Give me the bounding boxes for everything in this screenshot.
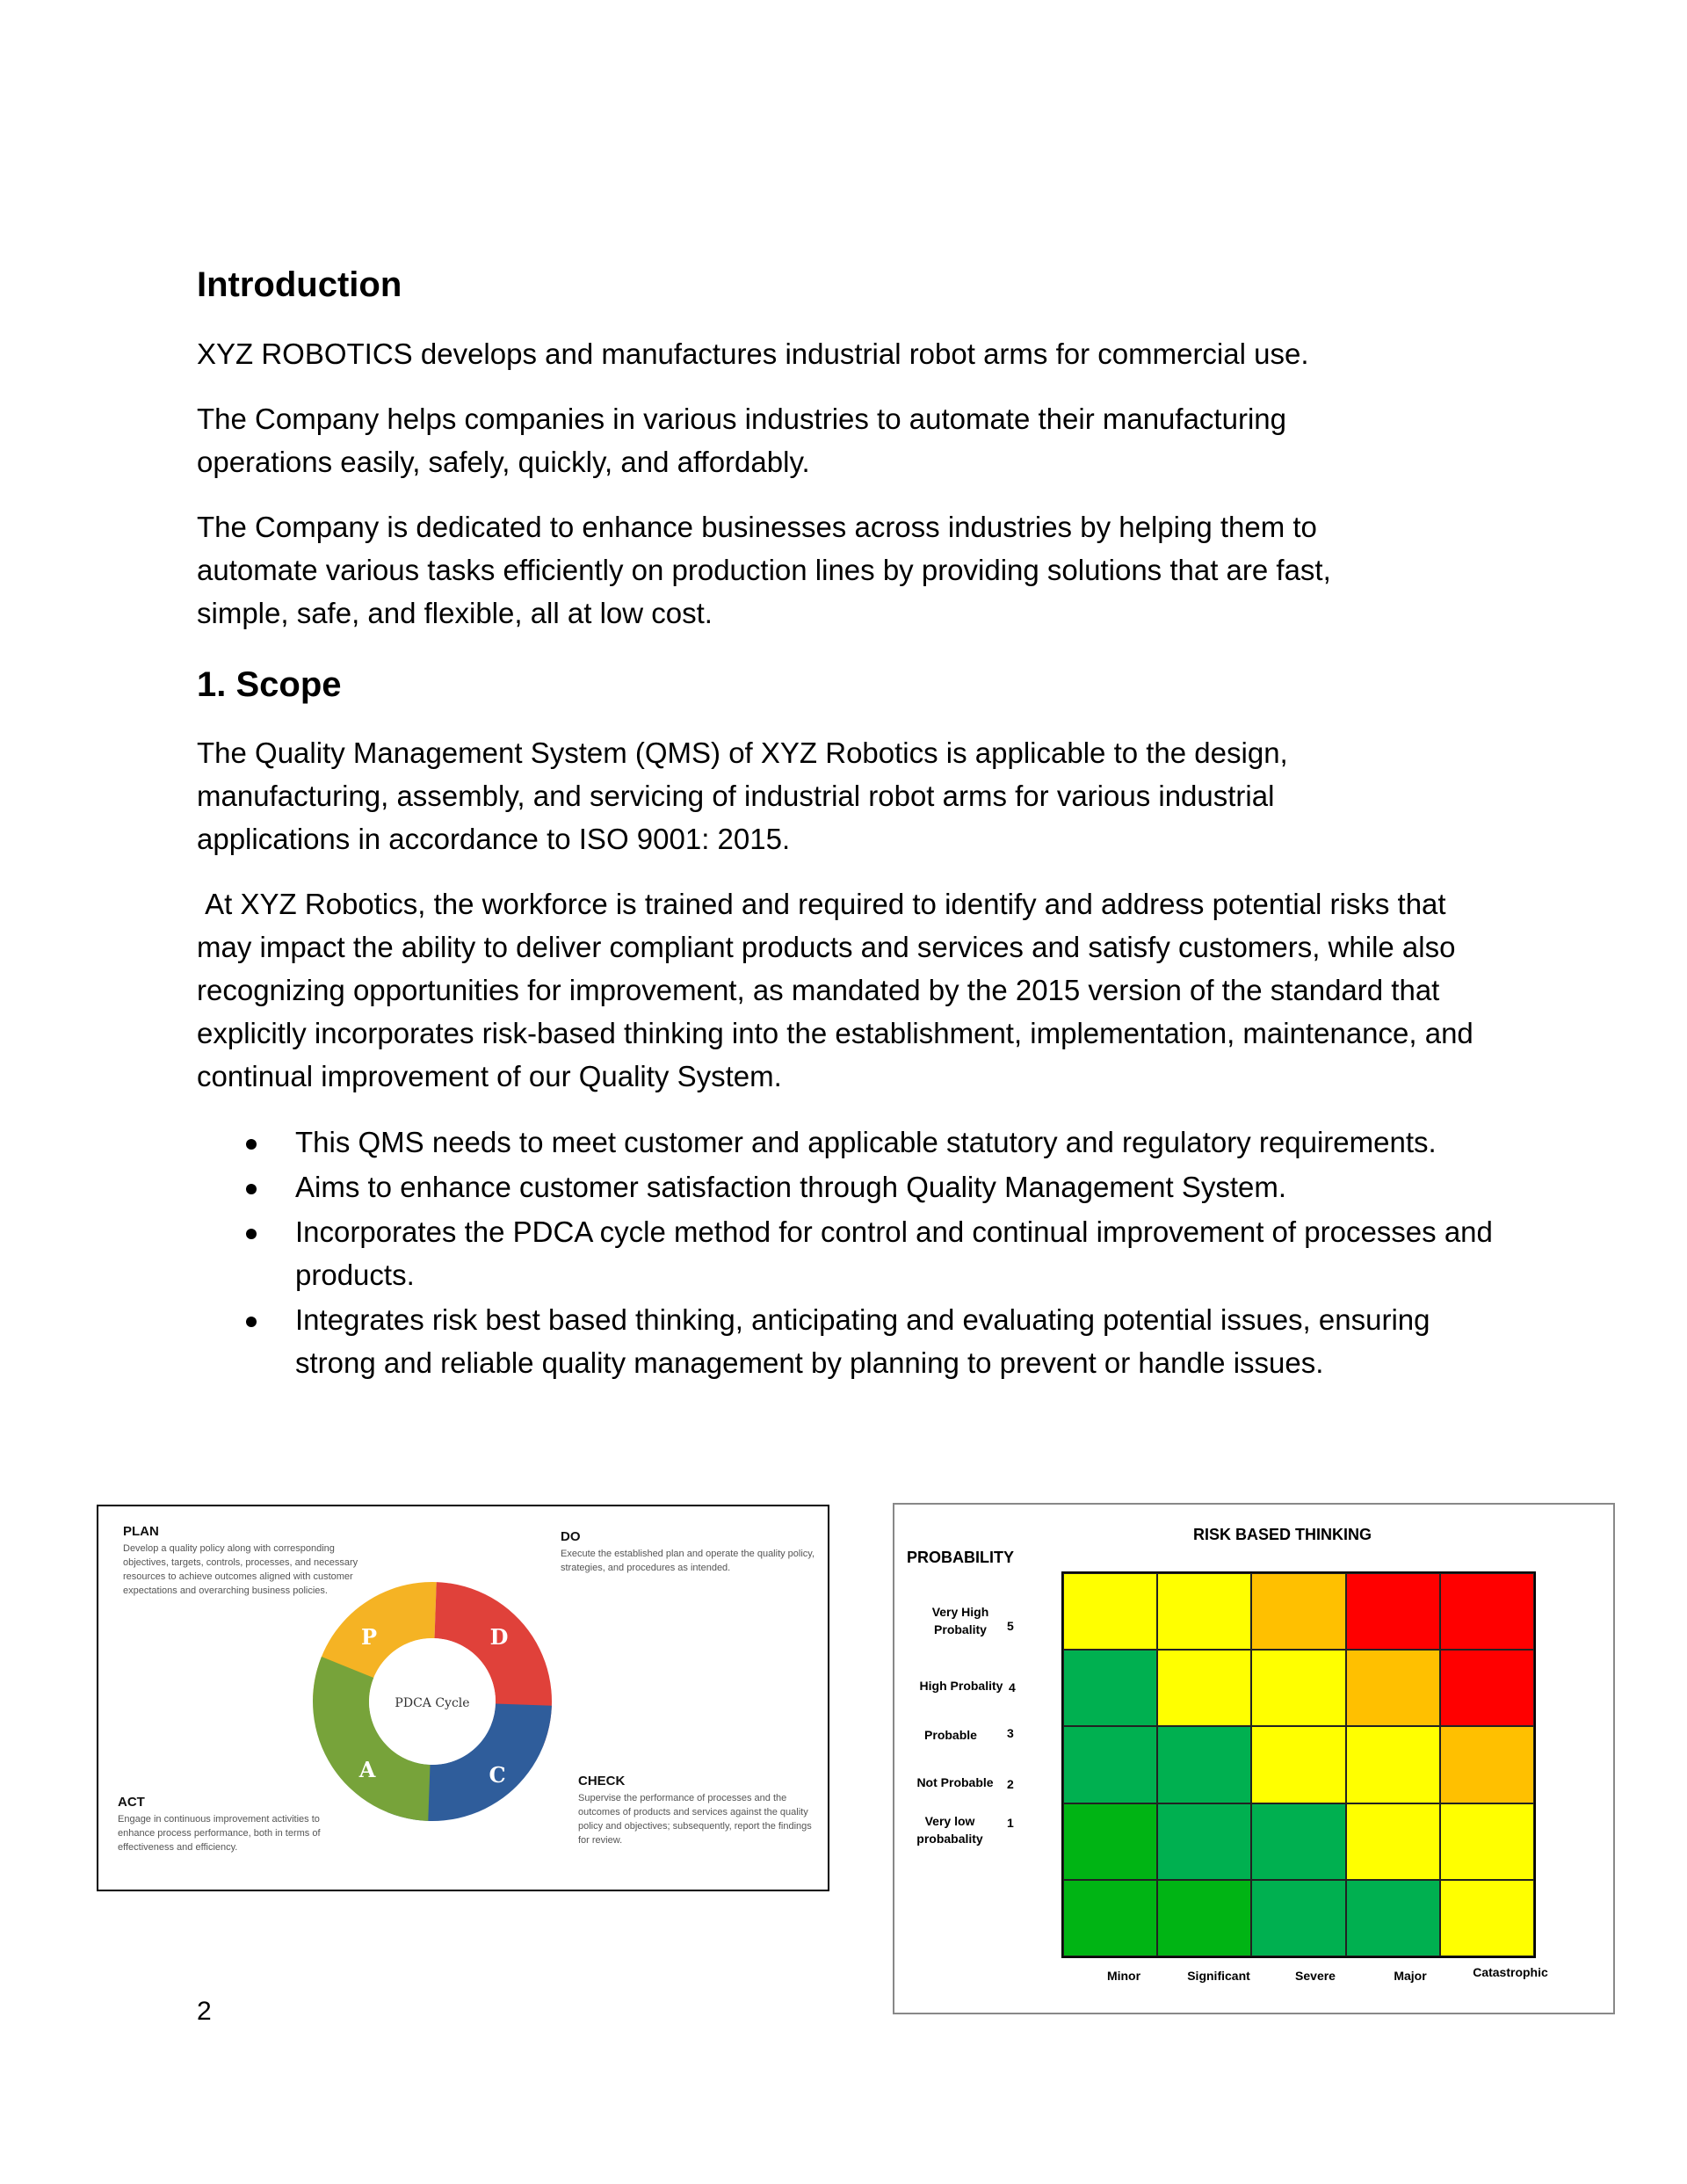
row-number-4: 4	[1009, 1680, 1016, 1694]
do-description: Execute the established plan and operate the quality policy, strategies, and procedures as intended.	[561, 1549, 815, 1573]
pdca-letter-a: A	[358, 1757, 376, 1782]
risk-cell	[1063, 1726, 1157, 1803]
pdca-center-label: PDCA Cycle	[395, 1696, 470, 1710]
risk-cell	[1251, 1726, 1345, 1803]
risk-cell	[1157, 1726, 1251, 1803]
scope-bullet-list	[197, 1121, 1515, 1386]
list-item: Incorporates the PDCA cycle method for control and continual improvement of processes and products.	[197, 1210, 1515, 1296]
risk-cell	[1251, 1650, 1345, 1726]
risk-cell	[1157, 1880, 1251, 1956]
row-label-5: Very High Probality	[931, 1605, 989, 1636]
bullet-icon	[246, 1229, 257, 1239]
pdca-cycle-diagram	[98, 1506, 828, 1890]
risk-cell	[1440, 1650, 1534, 1726]
risk-cell	[1063, 1650, 1157, 1726]
row-label-1: Very low probabality	[916, 1814, 983, 1846]
row-number-2: 2	[1007, 1777, 1014, 1791]
act-label: ACT	[118, 1795, 145, 1810]
risk-matrix-grid	[1061, 1571, 1536, 1958]
column-label-major: Major	[1394, 1969, 1427, 1983]
risk-cell	[1346, 1880, 1440, 1956]
pdca-letter-d: D	[489, 1624, 509, 1650]
risk-cell	[1346, 1650, 1440, 1726]
risk-cell	[1157, 1650, 1251, 1726]
scope-paragraph-1: The Quality Management System (QMS) of XYZ Robotics is applicable to the design, manufacturing, assembly, and servicing of industrial robot arms for various industrial applications in accordance to ISO 9001: 2015.	[197, 736, 1288, 855]
risk-cell	[1346, 1803, 1440, 1880]
do-label: DO	[561, 1529, 581, 1544]
row-number-3: 3	[1007, 1726, 1014, 1740]
plan-label: PLAN	[123, 1524, 159, 1539]
column-label-minor: Minor	[1106, 1969, 1141, 1983]
pdca-figure	[97, 1505, 829, 1891]
risk-cell	[1346, 1726, 1440, 1803]
row-label-2: Not Probable	[916, 1775, 994, 1789]
risk-cell	[1251, 1803, 1345, 1880]
risk-cell	[1063, 1573, 1157, 1650]
probability-axis-label: PROBABILITY	[907, 1549, 1015, 1566]
bullet-icon	[246, 1139, 257, 1150]
column-label-catastrophic: Catastrophic	[1473, 1965, 1548, 1979]
scope-paragraph-2: At XYZ Robotics, the workforce is trained and required to identify and address potential risks that may impact the ability to deliver compliant products and services and satisfy customers, while also recognizing opportunities for improvement, as mandated by the 2015 version of the standard that explicitly incorporates risk-based thinking into the establishment, implementation, maintenance, and continual improvement of our Quality System.	[197, 888, 1481, 1092]
risk-cell	[1063, 1880, 1157, 1956]
risk-matrix-figure	[893, 1503, 1615, 2014]
row-number-5: 5	[1007, 1619, 1014, 1633]
list-item: This QMS needs to meet customer and applicable statutory and regulatory requirements.	[197, 1121, 1515, 1164]
risk-cell	[1157, 1803, 1251, 1880]
column-label-severe: Severe	[1295, 1969, 1336, 1983]
column-label-significant: Significant	[1187, 1969, 1250, 1983]
scope-heading: 1. Scope	[197, 665, 342, 704]
intro-paragraph-3: The Company is dedicated to enhance businesses across industries by helping them to automate various tasks efficiently on production lines by providing solutions that are fast, simple, safe, and flexible, all at low cost.	[197, 511, 1331, 629]
risk-cell	[1440, 1726, 1534, 1803]
risk-cell	[1440, 1573, 1534, 1650]
risk-cell	[1251, 1880, 1345, 1956]
bullet-icon	[246, 1317, 257, 1327]
act-description: Engage in continuous improvement activities to enhance process performance, both in terms of effectiveness and efficiency.	[118, 1814, 321, 1853]
pdca-letter-c: C	[489, 1762, 506, 1788]
row-label-4: High Probality	[919, 1679, 1003, 1693]
check-label: CHECK	[578, 1774, 626, 1789]
risk-cell	[1440, 1803, 1534, 1880]
bullet-icon	[246, 1184, 257, 1194]
intro-paragraph-1: XYZ ROBOTICS develops and manufactures industrial robot arms for commercial use.	[197, 337, 1309, 370]
list-item: Integrates risk best based thinking, anticipating and evaluating potential issues, ensuring strong and reliable quality management by planning to prevent or handle issues.	[197, 1298, 1515, 1384]
intro-heading: Introduction	[197, 265, 402, 304]
plan-description: Develop a quality policy along with corresponding objectives, targets, controls, processes, and necessary resources to achieve outcomes aligned with customer expectations and overarching business policies.	[123, 1543, 358, 1596]
row-label-3: Probable	[924, 1728, 977, 1742]
intro-paragraph-2: The Company helps companies in various industries to automate their manufacturing operations easily, safely, quickly, and affordably.	[197, 403, 1286, 478]
risk-cell	[1157, 1573, 1251, 1650]
risk-cell	[1440, 1880, 1534, 1956]
list-item: Aims to enhance customer satisfaction through Quality Management System.	[197, 1165, 1515, 1208]
pdca-letter-p: P	[360, 1624, 378, 1650]
risk-title: RISK BASED THINKING	[1193, 1526, 1372, 1543]
risk-cell	[1346, 1573, 1440, 1650]
row-number-1: 1	[1007, 1816, 1014, 1830]
page-number: 2	[197, 1997, 212, 2026]
risk-cell	[1063, 1803, 1157, 1880]
risk-cell	[1251, 1573, 1345, 1650]
check-description: Supervise the performance of processes and the outcomes of products and services against the quality policy and objectives; subsequently, report the findings for review.	[578, 1793, 812, 1846]
